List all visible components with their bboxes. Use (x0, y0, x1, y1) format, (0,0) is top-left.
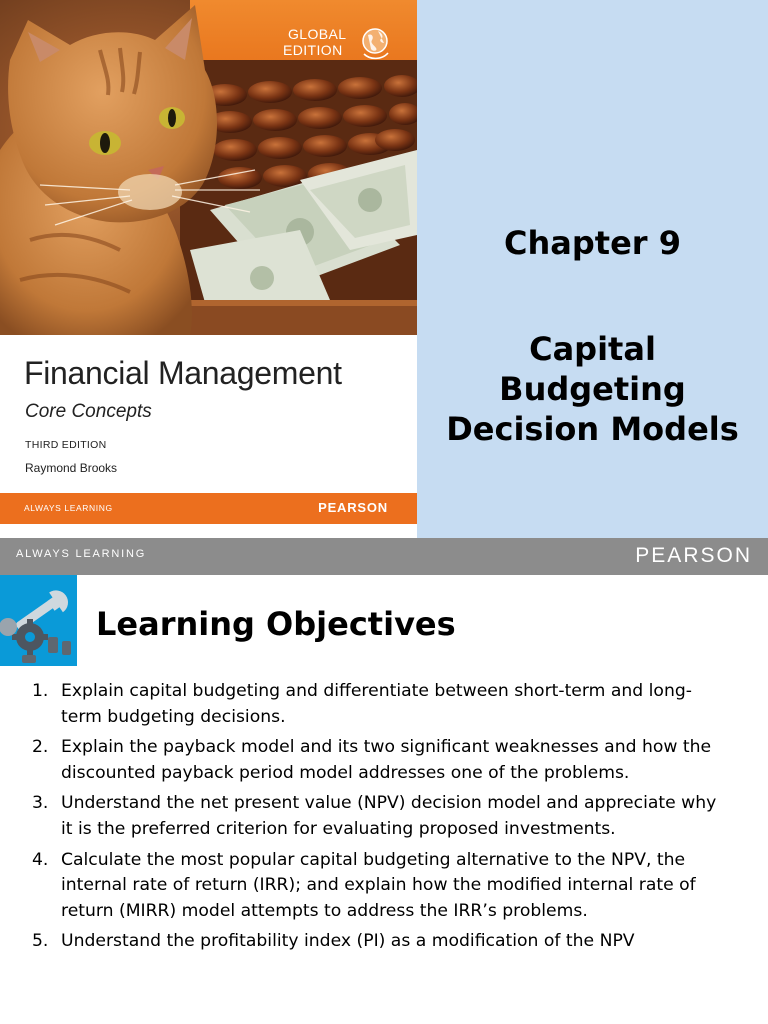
objective-item (32, 791, 732, 842)
chapter-title-panel (417, 0, 768, 538)
objective-number: 2. (32, 737, 49, 758)
objective-item (32, 679, 732, 730)
chapter-title-line-2: Budgeting (499, 370, 686, 408)
objective-text: Explain the payback model and its two significant weaknesses and how the discounted payback period model addresses one of the problems. (61, 737, 712, 783)
tools-icon (0, 575, 77, 666)
objective-number: 1. (32, 681, 49, 701)
learning-objectives-slide (0, 575, 768, 1024)
objective-number: 4. (32, 849, 49, 870)
objective-item (32, 735, 732, 786)
slide-footer-bar (0, 538, 768, 575)
book-cover (0, 0, 417, 538)
cover-publisher-logo: PEARSON (318, 500, 388, 515)
objective-text: Understand the net present value (NPV) decision model and appreciate why it is the preferred criterion for evaluating proposed investments. (61, 793, 717, 839)
book-edition: THIRD EDITION (25, 439, 107, 451)
book-title: Financial Management (24, 355, 342, 391)
globe-icon (360, 24, 392, 62)
objective-item (32, 848, 732, 925)
chapter-title-line-1: Capital (529, 330, 656, 368)
cover-orange-band (0, 493, 417, 524)
footer-publisher-logo: PEARSON (635, 544, 752, 567)
cover-bottom-strip (0, 524, 417, 538)
objective-text: Explain capital budgeting and differentiate between short-term and long-term budgeting decisions. (61, 681, 692, 727)
book-author: Raymond Brooks (25, 461, 118, 475)
objective-number: 5. (32, 931, 49, 952)
objective-text: Calculate the most popular capital budgeting alternative to the NPV, the internal rate of return (IRR); and explain how the modified internal rate of return (MIRR) model attempts to address the IRR’s problems. (61, 849, 696, 921)
objective-item (32, 929, 732, 955)
cover-tagline: ALWAYS LEARNING (24, 503, 113, 513)
footer-tagline: ALWAYS LEARNING (16, 548, 147, 560)
badge-line-global: GLOBAL (288, 26, 347, 42)
objective-number: 3. (32, 793, 49, 814)
global-edition-badge (280, 24, 390, 64)
objective-text: Understand the profitability index (PI) as a modification of the NPV (61, 931, 635, 952)
chapter-title-line-3: Decision Models (446, 410, 739, 448)
objectives-list (32, 679, 732, 960)
slide-heading: Learning Objectives (96, 605, 456, 643)
cover-text-area (0, 335, 417, 493)
badge-line-edition: EDITION (283, 42, 343, 58)
chapter-number: Chapter 9 (504, 224, 681, 262)
book-subtitle: Core Concepts (25, 401, 152, 422)
